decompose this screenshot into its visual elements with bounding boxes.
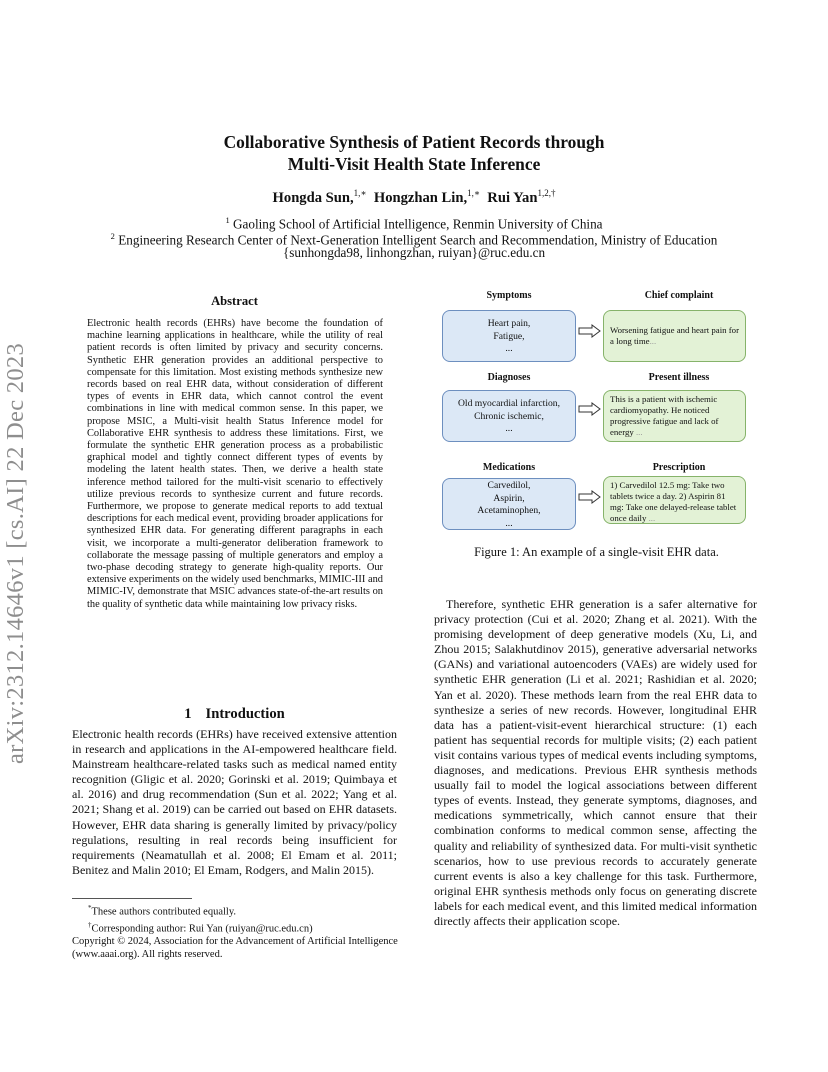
diagnosis-item: Chronic ischemic,: [474, 410, 544, 422]
author-emails: [72, 244, 756, 261]
footnote-divider: [72, 898, 192, 899]
footnote-mark: †: [88, 920, 92, 929]
footnote: [72, 902, 400, 919]
figure-label-present-illness: Present illness: [648, 372, 710, 383]
symptom-item: ...: [505, 343, 513, 355]
figure-label-symptoms: Symptoms: [486, 290, 532, 301]
author-list: [72, 188, 756, 207]
section-number: 1: [184, 706, 192, 722]
diagnosis-item: Old myocardial infarction,: [457, 398, 561, 410]
section-heading: [72, 706, 397, 723]
symptoms-box: [442, 310, 576, 362]
diagnosis-item: ...: [505, 423, 513, 435]
medication-item: ...: [505, 517, 513, 529]
figure-label-prescription: Prescription: [652, 462, 706, 473]
medication-item: Acetaminophen,: [477, 505, 541, 516]
author-affil-mark: 1,∗: [467, 188, 480, 198]
author-affil-mark: 1,2,†: [537, 188, 556, 198]
arrow-right-icon: [578, 402, 602, 416]
ellipsis: ...: [635, 427, 643, 437]
medication-item: Carvedilol,: [487, 480, 531, 491]
email-text: {sunhongda98, linhongzhan, ruiyan}@ruc.edu.cn: [282, 245, 546, 260]
abstract-heading: Abstract: [211, 294, 258, 308]
chief-complaint-text: Worsening fatigue and heart pain for a long time: [610, 325, 739, 346]
arrow-right-icon: [578, 490, 602, 504]
copyright-notice: Copyright © 2024, Association for the Advancement of Artificial Intelligence (www.aaai.org). All rights reserved.: [72, 936, 398, 960]
diagnoses-box: [442, 390, 576, 442]
ellipsis: ...: [648, 513, 656, 523]
footnote: [72, 919, 400, 936]
intro-paragraph: Electronic health records (EHRs) have received extensive attention in research and applications in the AI-empowered healthcare field. Mainstream healthcare-related tasks such as medical named entity recognition (Gligic et al. 2020; Gorinski et al. 2019; Quimbaya et al. 2016) and drug recommendation (Sun et al. 2022; Yang et al. 2021; Shang et al. 2019) can be carried out based on EHR datasets. However, EHR data sharing is generally limited by privacy/policy regulations, resulting in real records being insufficient for requirements (Neamatullah et al. 2008; El Emam et al. 2011; Benitez and Malin 2010; El Emam, Rodgers, and Malin 2015).: [72, 727, 397, 877]
medications-box: [442, 478, 576, 530]
prescription-box: [603, 476, 746, 524]
ellipsis: ...: [649, 336, 657, 346]
footnote-text: Corresponding author: Rui Yan (ruiyan@ruc.edu.cn): [91, 923, 313, 934]
body-paragraph: Therefore, synthetic EHR generation is a safer alternative for privacy protection (Cui et al. 2020; Zhang et al. 2021). With the promising development of deep generative models (Xu, Li, and Zhou 2015; Salakhutdinov 2015), generative adversarial networks (GANs) and variational autoencoders (VAEs) are widely used for synthetic EHR generation (Li et al. 2021; Rashidian et al. 2020; Yan et al. 2020). These methods learn from the real EHR data to synthesize a series of new records. However, longitudinal EHR data has a patient-visit-event hierarchical structure: (1) each patient has sequential records for multiple visits; (2) each patient visit contains various types of medical events including symptoms, diagnoses, and medications. Previous EHR synthesis methods usually fail to model the logical associations between different types of events. Instead, they generate symptoms, diagnoses, and medications symmetrically, which cannot ensure that their combination conforms to medical common sense, affecting the quality and reliability of synthesized data. For multi-visit synthetic scenarios, how to use previous records to accurately generate current events is also a key challenge for this task. Furthermore, original EHR synthesis methods only focus on generating discrete labels for each medical event, and this limited medical information directly affects their application scope.: [434, 597, 757, 928]
paper-title: [72, 131, 756, 175]
title-line-1: Collaborative Synthesis of Patient Records through: [223, 132, 605, 152]
author-affil-mark: 1,∗: [353, 188, 367, 198]
symptom-item: Heart pain,: [487, 318, 531, 330]
author-name: Hongda Sun,: [272, 189, 354, 206]
title-line-2: Multi-Visit Health State Inference: [287, 154, 541, 174]
figure-label-diagnoses: Diagnoses: [487, 372, 531, 383]
footnote-mark: *: [88, 904, 92, 912]
affiliation-text: Engineering Research Center of Next-Generation Intelligent Search and Recommendation, Ministry of Education: [118, 232, 718, 248]
figure-label-chief-complaint: Chief complaint: [644, 290, 714, 301]
symptom-item: Fatigue,: [493, 330, 525, 342]
prescription-text: 1) Carvedilol 12.5 mg: Take two tablets twice a day. 2) Aspirin 81 mg: Take one delayed-release tablet once daily: [610, 480, 737, 523]
arrow-right-icon: [578, 324, 602, 338]
present-illness-box: [603, 390, 746, 442]
chief-complaint-box: [603, 310, 746, 362]
affiliation-text: Gaoling School of Artificial Intelligence, Renmin University of China: [233, 216, 603, 232]
figure-caption: Figure 1: An example of a single-visit EHR data.: [474, 545, 719, 559]
abstract-body: Electronic health records (EHRs) have become the foundation of machine learning applications in healthcare, while the utility of real patient records is often limited by privacy and security concerns. Synthetic EHR generation provides an additional perspective to compensate for this limitation. Most existing methods synthesize new records based on real EHR data, without consideration of different types of events in EHR data, which cannot control the event combinations in line with medical common sense. In this paper, we propose MSIC, a Multi-visit health Status Inference model for Collaborative EHR synthesis to address these limitations. First, we formulate the synthetic EHR generation process as a probabilistic graphical model and tightly connect different types of events by modeling the latent health states. Then, we derive a health state inference method tailored for the multi-visit scenario to effectively utilize previous records to synthesize current and future records. Furthermore, we propose to generate medical reports to add textual descriptions for each medical event, providing broader applications for synthesized EHR data. For generating different paragraphs in each visit, we incorporate a multi-generator deliberation framework to collaborate the message passing of multiple generators and employ a two-phase decoding strategy to generate high-quality reports. Our extensive experiments on the widely used benchmarks, MIMIC-III and MIMIC-IV, demonstrate that MSIC advances state-of-the-art results on the quality of synthetic data while maintaining low privacy risks.: [87, 318, 383, 610]
affiliation-mark: 2: [110, 231, 115, 241]
figure-1: [434, 288, 764, 538]
section-title: Introduction: [205, 706, 285, 722]
author-name: Hongzhan Lin,: [373, 189, 468, 206]
affiliation-mark: 1: [225, 215, 230, 225]
present-illness-text: This is a patient with ischemic cardiomyopathy. He noticed progressive fatigue and lack of energy: [610, 394, 719, 437]
medication-item: Aspirin,: [493, 492, 525, 504]
footnote-text: These authors contributed equally.: [91, 906, 237, 918]
arxiv-stamp: arXiv:2312.14646v1 [cs.AI] 22 Dec 2023: [2, 342, 29, 764]
footnotes: [72, 902, 400, 961]
author-name: Rui Yan: [487, 189, 538, 206]
figure-label-medications: Medications: [482, 462, 536, 473]
